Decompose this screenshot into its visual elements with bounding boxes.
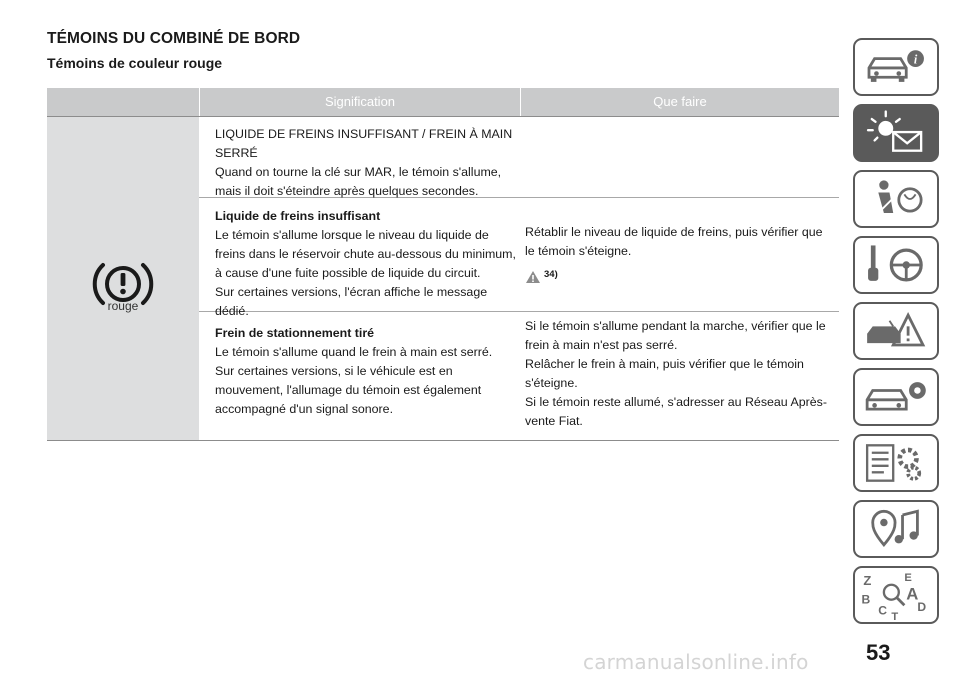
table-row: [199, 312, 839, 440]
color-label: rouge: [107, 299, 139, 313]
warning-triangle-icon: [525, 270, 541, 284]
index-letter: D: [917, 599, 927, 614]
tab-checklist-gear[interactable]: [853, 434, 939, 492]
index-letter: E: [904, 572, 912, 585]
tab-key-steering-wheel[interactable]: [853, 236, 939, 294]
tab-car-info[interactable]: [853, 38, 939, 96]
action-cell: Rétablir le niveau de liquide de freins, puis vérifier que le témoin s'éteigne. 34): [519, 198, 839, 311]
car-accident-icon: [855, 304, 937, 358]
watermark: carmanualsonline.info: [583, 650, 809, 674]
index-letter: C: [878, 603, 888, 618]
tab-navigation-music[interactable]: [853, 500, 939, 558]
table-header: [47, 88, 839, 117]
note-ref-label: 34): [544, 269, 558, 280]
note-reference[interactable]: [525, 265, 839, 284]
meaning-cell: Liquide de freins insuffisant Le témoin s'allume lorsque le niveau du liquide de freins dans le réservoir chute au-dessous du minimum, à cause d'une fuite possible de liquide du circuit. Sur certaines versions, l'écran affiche le message dédié.: [199, 198, 519, 311]
subsection-title: Témoins de couleur rouge: [47, 55, 223, 71]
index-letter: B: [861, 592, 871, 607]
action-cell: Si le témoin s'allume pendant la marche, vérifier que le frein à main n'est pas serré. Relâcher le frein à main, puis vérifier que le témoin s'éteigne. Si le témoin reste allumé, s'adresser au Réseau Après- vente Fiat.: [525, 319, 827, 428]
table-row: [199, 117, 839, 198]
svg-text:i: i: [913, 52, 918, 67]
section-title: TÉMOINS DU COMBINÉ DE BORD: [47, 30, 301, 47]
key-steering-wheel-icon: [855, 238, 937, 292]
tab-alphabetical-index[interactable]: [853, 566, 939, 624]
meaning-cell: LIQUIDE DE FREINS INSUFFISANT / FREIN À MAIN SERRÉ Quand on tourne la clé sur MAR, le témoin s'allume, mais il doit s'éteindre après quelques secondes.: [215, 127, 513, 198]
table-body: [47, 117, 839, 441]
car-service-icon: [855, 370, 937, 424]
index-letter: Z: [863, 572, 872, 588]
tab-seat-airbag[interactable]: [853, 170, 939, 228]
color-cell: [47, 117, 199, 440]
header-action: Que faire: [520, 88, 839, 116]
tab-car-accident[interactable]: [853, 302, 939, 360]
index-letter: T: [891, 611, 899, 622]
warning-lights-table: [47, 88, 839, 441]
tab-warning-lights[interactable]: [853, 104, 939, 162]
row-title: Frein de stationnement tiré: [215, 326, 375, 340]
car-info-icon: [855, 40, 937, 94]
tab-car-service[interactable]: [853, 368, 939, 426]
header-meaning: Signification: [199, 88, 520, 116]
checklist-gear-icon: [855, 436, 937, 490]
page-number: 53: [866, 640, 891, 665]
navigation-music-icon: [855, 502, 937, 556]
meaning-cell: Frein de stationnement tiré Le témoin s'allume quand le frein à main est serré. Sur certaines versions, si le véhicule est en mouvement, l'allumage du témoin est également accompagné d'un signal sonore.: [199, 312, 519, 440]
action-cell: [519, 117, 839, 197]
table-row: [199, 198, 839, 318]
index-letter: A: [906, 584, 919, 604]
alphabetical-index-icon: [855, 568, 937, 622]
table-rows: [199, 117, 839, 440]
row-title: Liquide de freins insuffisant: [215, 209, 381, 223]
header-color-cell: [47, 88, 199, 116]
seat-airbag-icon: [855, 172, 937, 226]
warning-lights-icon: [855, 106, 937, 160]
